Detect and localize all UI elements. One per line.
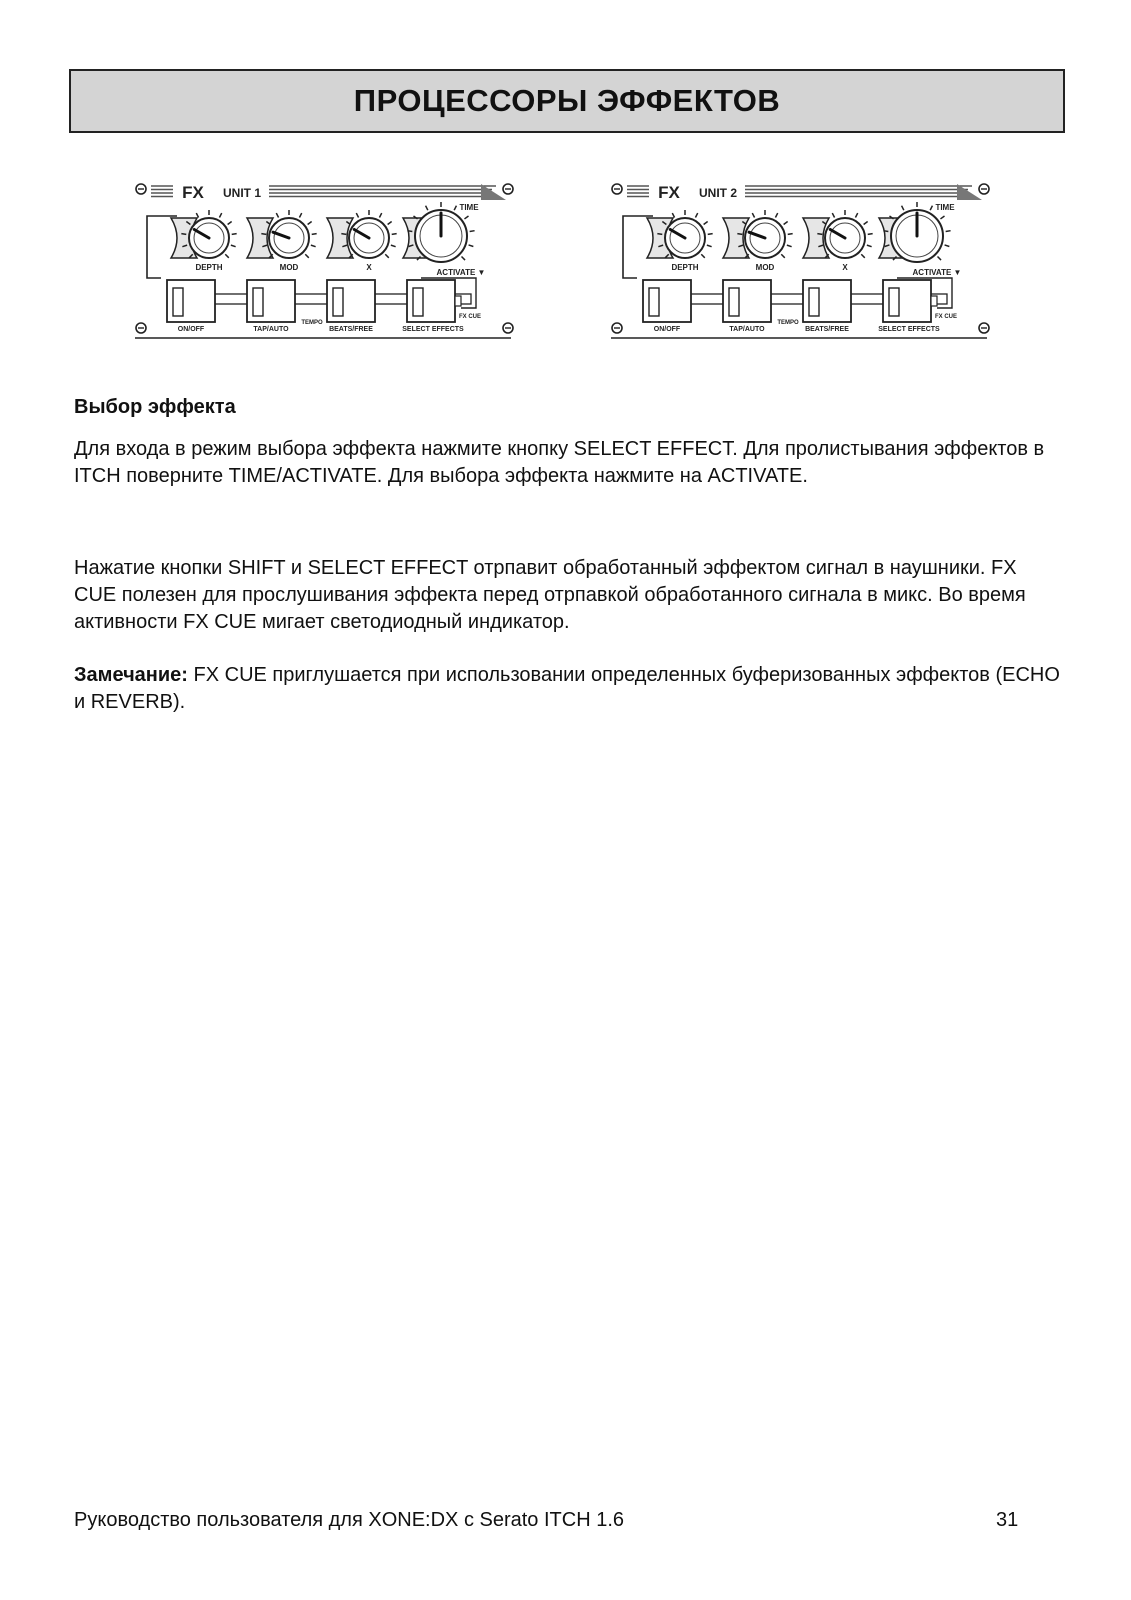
fx-logo-text: FX xyxy=(658,183,680,202)
time-label: TIME xyxy=(935,203,955,212)
page-title: ПРОЦЕССОРЫ ЭФФЕКТОВ xyxy=(353,83,781,118)
note-paragraph xyxy=(74,662,1064,716)
knob-tick xyxy=(261,234,266,235)
button-led xyxy=(729,288,739,316)
note-label: Замечание: xyxy=(74,664,188,686)
knob-tick xyxy=(341,234,346,235)
fx-unit-1-panel xyxy=(121,178,526,350)
fx-cue-label: FX CUE xyxy=(458,314,482,320)
knob-tick xyxy=(392,234,397,235)
knob-tick xyxy=(181,234,186,235)
unit-label: UNIT 1 xyxy=(222,186,262,200)
knob-label: X xyxy=(842,263,848,272)
knob-tick xyxy=(470,231,475,232)
knob-label: DEPTH xyxy=(195,263,223,272)
fx-cue-led xyxy=(455,296,461,306)
knob-label: X xyxy=(366,263,372,272)
button-led xyxy=(889,288,899,316)
tempo-label: TEMPO xyxy=(777,320,799,326)
page-title-box xyxy=(69,69,1065,133)
knob-tick xyxy=(883,231,888,232)
knob-tick xyxy=(407,231,412,232)
fx-cue-led xyxy=(931,296,937,306)
activate-label: ACTIVATE ▼ xyxy=(436,268,486,277)
knob-label: MOD xyxy=(755,263,775,272)
fx-logo-text: FX xyxy=(182,183,204,202)
knob-tick xyxy=(868,234,873,235)
knob-tick xyxy=(737,234,742,235)
fx-unit-2-diagram xyxy=(597,178,1002,350)
button-label: ON/OFF xyxy=(177,326,205,333)
button-led xyxy=(809,288,819,316)
unit-label: UNIT 2 xyxy=(698,186,738,200)
paragraph-select-effect: Для входа в режим выбора эффекта нажмите кнопку SELECT EFFECT. Для пролистывания эффектов в ITCH поверните TIME/ACTIVATE. Для выбора эффекта нажмите на ACTIVATE. xyxy=(74,438,1045,487)
section-heading: Выбор эффекта xyxy=(74,396,236,418)
knob-tick xyxy=(817,234,822,235)
tempo-label: TEMPO xyxy=(301,320,323,326)
button-led xyxy=(253,288,263,316)
button-led xyxy=(413,288,423,316)
fx-cue-label: FX CUE xyxy=(934,314,958,320)
knob-label: DEPTH xyxy=(671,263,699,272)
knob-label: MOD xyxy=(279,263,299,272)
note-text: FX CUE приглушается при использовании определенных буферизованных эффектов (ECHO и REVERB). xyxy=(74,664,1060,713)
button-led xyxy=(649,288,659,316)
button-label: BEATS/FREE xyxy=(805,326,849,333)
knob-tick xyxy=(312,234,317,235)
knob-tick xyxy=(946,231,951,232)
knob-tick xyxy=(708,234,713,235)
knob-tick xyxy=(788,234,793,235)
button-label: BEATS/FREE xyxy=(329,326,373,333)
activate-label: ACTIVATE ▼ xyxy=(912,268,962,277)
page-number: 31 xyxy=(996,1509,1019,1531)
paragraph-fx-cue: Нажатие кнопки SHIFT и SELECT EFFECT отрпавит обработанный эффектом сигнал в наушники. FX CUE полезен для прослушивания эффекта перед отрпавкой обработанного сигнала в микс. Во время активности FX CUE мигает светодиодный индикатор. xyxy=(74,557,1026,633)
time-label: TIME xyxy=(459,203,479,212)
button-label: TAP/AUTO xyxy=(253,326,289,333)
footer-manual-title: Руководство пользователя для XONE:DX с Serato ITCH 1.6 xyxy=(74,1509,624,1531)
button-led xyxy=(173,288,183,316)
button-label: SELECT EFFECTS xyxy=(878,326,940,333)
fx-unit-1-diagram xyxy=(121,178,526,350)
knob-tick xyxy=(657,234,662,235)
fx-unit-2-panel xyxy=(597,178,1002,350)
button-led xyxy=(333,288,343,316)
button-label: ON/OFF xyxy=(653,326,681,333)
knob-tick xyxy=(232,234,237,235)
button-label: TAP/AUTO xyxy=(729,326,765,333)
button-label: SELECT EFFECTS xyxy=(402,326,464,333)
